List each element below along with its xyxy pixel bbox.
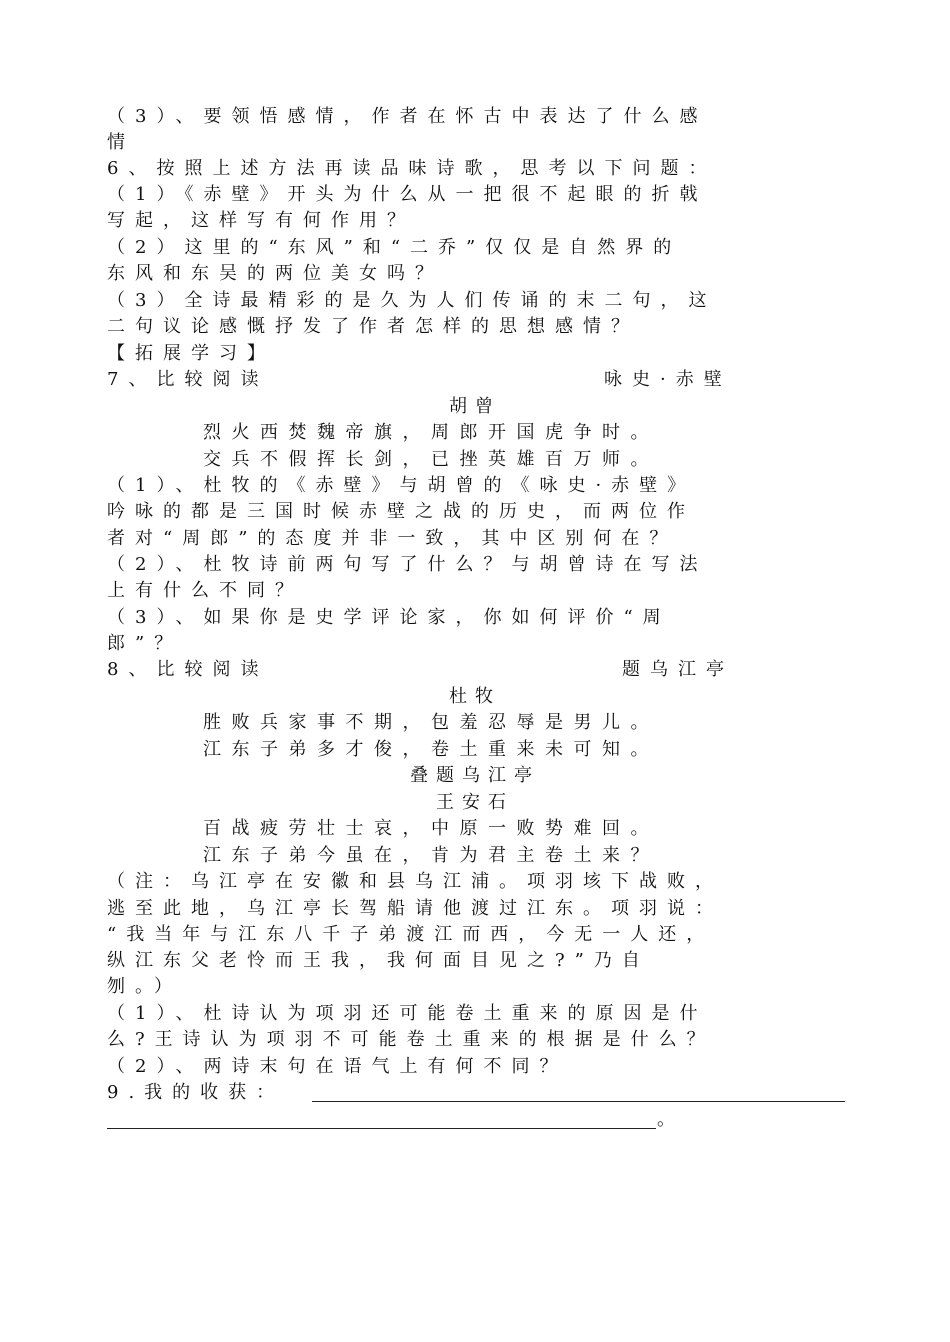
answer-blank-line-1[interactable]	[312, 1101, 845, 1102]
question-8-2: （2）、两诗末句在语气上有何不同？	[107, 1056, 568, 1077]
question-6-2-line-2: 东风和东吴的两位美女吗？	[107, 263, 443, 284]
poem-author-wang-anshi: 王安石	[436, 792, 514, 813]
question-6-2-line-1: （2）这里的“东风”和“二乔”仅仅是自然界的	[107, 237, 682, 258]
poem-verse: 百战疲劳壮士哀，中原一败势难回。	[203, 818, 659, 839]
answer-end-period: 。	[657, 1109, 675, 1130]
section-heading-extension: 【拓展学习】	[107, 343, 275, 364]
poem-verse: 交兵不假挥长剑，已挫英雄百万师。	[203, 449, 659, 470]
question-6-3-line-1: （3）全诗最精彩的是久为人们传诵的末二句，这	[107, 290, 717, 311]
poem-title-yongshi-chibi: 咏史·赤壁	[604, 369, 732, 390]
question-7-heading: 7、比较阅读	[107, 369, 269, 390]
poem-verse: 胜败兵家事不期，包羞忍辱是男儿。	[203, 712, 659, 733]
note-line-5: 刎。）	[107, 976, 182, 997]
poem-verse: 烈火西焚魏帝旗，周郎开国虎争时。	[203, 422, 659, 443]
question-7-3-line-1: （3）、如果你是史学评论家，你如何评价“周	[107, 607, 671, 628]
question-6-3-line-2: 二句议论感慨抒发了作者怎样的思想感情？	[107, 316, 639, 337]
note-line-3: “我当年与江东八千子弟渡江而西，今无一人还，	[107, 924, 715, 945]
note-line-4: 纵江东父老怜而王我，我何面目见之?”乃自	[107, 950, 650, 971]
question-8-heading: 8、比较阅读	[107, 659, 269, 680]
question-8-1-line-1: （1）、杜诗认为项羽还可能卷土重来的原因是什	[107, 1003, 708, 1024]
question-6-1-line-2: 写起，这样写有何作用？	[107, 210, 415, 231]
note-line-2: 逃至此地，乌江亭长驾船请他渡过江东。项羽说：	[107, 898, 723, 919]
poem-title-die-ti-wujiang-ting: 叠题乌江亭	[410, 765, 540, 786]
question-7-3-line-2: 郎”？	[107, 633, 183, 654]
question-5-3-line-2: 情	[107, 132, 135, 153]
note-line-1: （注：乌江亭在安徽和县乌江浦。项羽垓下战败，	[107, 871, 723, 892]
question-7-1-line-3: 者对“周郎”的态度并非一致，其中区别何在？	[107, 528, 678, 549]
question-9-label: 9.我的收获：	[107, 1082, 285, 1103]
poem-author-hu-zeng: 胡曾	[449, 396, 501, 417]
question-6-1-line-1: （1）《赤壁》开头为什么从一把很不起眼的折戟	[107, 184, 708, 205]
question-7-1-line-1: （1）、杜牧的《赤壁》与胡曾的《咏史·赤壁》	[107, 475, 696, 496]
question-8-1-line-2: 么?王诗认为项羽不可能卷土重来的根据是什么？	[107, 1029, 715, 1050]
question-7-2-line-2: 上有什么不同？	[107, 580, 303, 601]
question-6-heading: 6、按照上述方法再读品味诗歌，思考以下问题：	[107, 158, 717, 179]
question-7-1-line-2: 吟咏的都是三国时候赤壁之战的历史，而两位作	[107, 501, 695, 522]
poem-verse: 江东子弟今虽在，肯为君主卷土来？	[203, 845, 659, 866]
poem-title-ti-wujiang-ting: 题乌江亭	[622, 659, 734, 680]
poem-author-du-mu: 杜牧	[449, 686, 501, 707]
answer-blank-line-2[interactable]	[107, 1128, 656, 1129]
question-5-3-line-1: （3）、要领悟感情，作者在怀古中表达了什么感	[107, 106, 708, 127]
question-7-2-line-1: （2）、杜牧诗前两句写了什么？与胡曾诗在写法	[107, 554, 708, 575]
poem-verse: 江东子弟多才俊，卷土重来未可知。	[203, 739, 659, 760]
